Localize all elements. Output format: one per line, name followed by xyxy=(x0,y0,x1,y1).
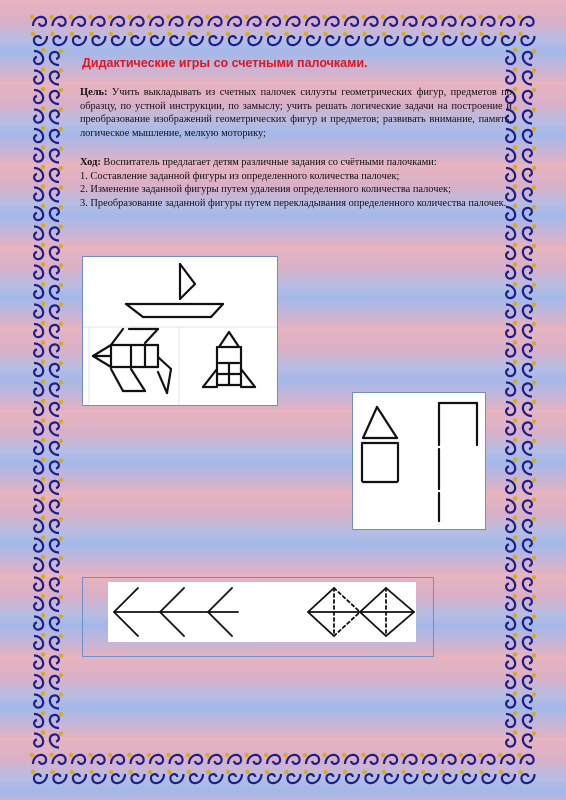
ornament-swirl xyxy=(50,614,63,630)
ornament-swirl xyxy=(34,594,45,610)
ornament-swirl xyxy=(518,32,534,45)
ornament-swirl xyxy=(506,418,517,434)
ornament-swirl xyxy=(506,399,517,415)
ornament-swirl xyxy=(523,302,536,318)
ornament-swirl xyxy=(50,673,63,689)
ornament-swirl xyxy=(523,517,536,533)
ornament-swirl xyxy=(205,15,221,26)
ornament-swirl xyxy=(50,127,63,143)
ornament-swirl xyxy=(506,613,517,629)
ornament-swirl xyxy=(34,301,45,317)
ornament-swirl xyxy=(506,633,517,649)
ornament-swirl xyxy=(506,438,517,454)
ornament-swirl xyxy=(323,770,339,783)
ornament-swirl xyxy=(304,770,320,783)
ornament-swirl xyxy=(34,106,45,122)
process-label: Ход: xyxy=(80,157,101,168)
ornament-swirl xyxy=(50,575,63,591)
ornament-swirl xyxy=(421,770,437,783)
ornament-swirl xyxy=(361,753,377,764)
ornament-swirl xyxy=(109,770,125,783)
ornament-swirl xyxy=(517,15,533,26)
ornament-swirl xyxy=(50,302,63,318)
ornament-swirl xyxy=(31,32,47,45)
ornament-swirl xyxy=(506,730,517,746)
ornament-swirl xyxy=(523,127,536,143)
ornament-swirl xyxy=(70,770,86,783)
ornament-swirl xyxy=(523,595,536,611)
ornament-swirl xyxy=(523,185,536,201)
ornament-swirl xyxy=(166,753,182,764)
ornament-swirl xyxy=(523,107,536,123)
ornament-swirl xyxy=(34,730,45,746)
ornament-swirl xyxy=(506,672,517,688)
ornament-swirl xyxy=(50,653,63,669)
ornament-swirl xyxy=(50,88,63,104)
ornament-swirl xyxy=(523,341,536,357)
ornament-swirl xyxy=(147,15,163,26)
ornament-swirl xyxy=(34,262,45,278)
ornament-swirl xyxy=(50,107,63,123)
ornament-swirl xyxy=(50,185,63,201)
ornament-swirl xyxy=(50,341,63,357)
ornament-swirl xyxy=(506,321,517,337)
ornament-swirl xyxy=(69,15,85,26)
ornament-swirl xyxy=(518,770,534,783)
ornament-swirl xyxy=(50,458,63,474)
ornament-swirl xyxy=(284,32,300,45)
ornament-swirl xyxy=(34,574,45,590)
ornament-swirl xyxy=(34,711,45,727)
ornament-swirl xyxy=(523,49,536,65)
ornament-swirl xyxy=(34,399,45,415)
ornament-swirl xyxy=(50,536,63,552)
ornament-swirl xyxy=(343,32,359,45)
ornament-swirl xyxy=(50,595,63,611)
process-item: 2. Изменение заданной фигуры путем удаления определенного количества палочек; xyxy=(80,184,451,195)
ornament-swirl xyxy=(264,753,280,764)
ornament-swirl xyxy=(478,15,494,26)
ornament-swirl xyxy=(34,87,45,103)
ornament-swirl xyxy=(439,15,455,26)
ornament-swirl xyxy=(506,379,517,395)
ornament-swirl xyxy=(50,439,63,455)
ornament-swirl xyxy=(34,535,45,551)
ornament-swirl xyxy=(523,380,536,396)
ornament-swirl xyxy=(479,32,495,45)
ornament-swirl xyxy=(506,652,517,668)
process-paragraph xyxy=(80,156,512,210)
ornament-swirl xyxy=(499,770,515,783)
ornament-swirl xyxy=(303,753,319,764)
ornament-swirl xyxy=(506,48,517,64)
ornament-swirl xyxy=(50,244,63,260)
ornament-swirl xyxy=(50,361,63,377)
ornament-swirl xyxy=(523,419,536,435)
ornament-swirl xyxy=(50,166,63,182)
page-title: Дидактические игры со счетными палочками. xyxy=(82,56,368,70)
ornament-swirl xyxy=(148,32,164,45)
ornament-swirl xyxy=(460,32,476,45)
ornament-swirl xyxy=(34,477,45,493)
ornament-swirl xyxy=(381,15,397,26)
ornament-swirl xyxy=(478,753,494,764)
ornament-swirl xyxy=(34,613,45,629)
ornament-swirl xyxy=(127,753,143,764)
ornament-swirl xyxy=(148,770,164,783)
ornament-swirl xyxy=(34,360,45,376)
ornament-swirl xyxy=(506,223,517,239)
ornament-swirl xyxy=(206,32,222,45)
goal-paragraph xyxy=(80,86,512,140)
ornament-swirl xyxy=(34,321,45,337)
ornament-swirl xyxy=(439,753,455,764)
ornament-swirl xyxy=(523,439,536,455)
ornament-swirl xyxy=(506,711,517,727)
ornament-swirl xyxy=(362,32,378,45)
ornament-swirl xyxy=(506,535,517,551)
ornament-swirl xyxy=(50,283,63,299)
ornament-swirl xyxy=(523,224,536,240)
ornament-swirl xyxy=(206,770,222,783)
ornament-swirl xyxy=(523,263,536,279)
ornament-swirl xyxy=(50,692,63,708)
ornament-swirl xyxy=(245,770,261,783)
ornament-swirl xyxy=(34,438,45,454)
ornament-swirl xyxy=(30,753,46,764)
ornament-swirl xyxy=(523,692,536,708)
ornament-swirl xyxy=(459,15,475,26)
ornament-swirl xyxy=(34,126,45,142)
ornament-swirl xyxy=(50,770,66,783)
ornament-swirl xyxy=(128,32,144,45)
ornament-swirl xyxy=(506,691,517,707)
ornament-swirl xyxy=(34,691,45,707)
ornament-swirl xyxy=(460,770,476,783)
ornament-swirl xyxy=(34,184,45,200)
ornament-swirl xyxy=(523,205,536,221)
ornament-swirl xyxy=(34,496,45,512)
ornament-swirl xyxy=(244,753,260,764)
ornament-swirl xyxy=(265,32,281,45)
ornament-swirl xyxy=(50,556,63,572)
ornament-swirl xyxy=(34,145,45,161)
ornament-swirl xyxy=(70,32,86,45)
ornament-swirl xyxy=(523,322,536,338)
ornament-swirl xyxy=(523,712,536,728)
ornament-swirl xyxy=(34,165,45,181)
ornament-swirl xyxy=(523,400,536,416)
ornament-swirl xyxy=(440,770,456,783)
ornament-swirl xyxy=(30,15,46,26)
ornament-swirl xyxy=(50,419,63,435)
ornament-swirl xyxy=(50,49,63,65)
ornament-swirl xyxy=(34,48,45,64)
ornament-swirl xyxy=(34,555,45,571)
ornament-swirl xyxy=(459,753,475,764)
ornament-swirl xyxy=(244,15,260,26)
goal-label: Цель: xyxy=(80,87,108,98)
ornament-swirl xyxy=(523,575,536,591)
ornament-swirl xyxy=(523,244,536,260)
ornament-swirl xyxy=(304,32,320,45)
ornament-swirl xyxy=(523,361,536,377)
ornament-swirl xyxy=(283,15,299,26)
ornament-swirl xyxy=(34,516,45,532)
process-item: 3. Преобразование заданной фигуры путем перекладывания определенного количества палочек. xyxy=(80,197,507,209)
ornament-swirl xyxy=(226,32,242,45)
ornament-swirl xyxy=(506,340,517,356)
ornament-swirl xyxy=(343,770,359,783)
ornament-swirl xyxy=(401,770,417,783)
ornament-swirl xyxy=(323,32,339,45)
ornament-swirl xyxy=(265,770,281,783)
ornament-swirl xyxy=(420,753,436,764)
ornament-swirl xyxy=(50,478,63,494)
ornament-swirl xyxy=(49,753,65,764)
ornament-swirl xyxy=(186,15,202,26)
ornament-swirl xyxy=(34,457,45,473)
ornament-swirl xyxy=(523,653,536,669)
ornament-swirl xyxy=(506,282,517,298)
ornament-swirl xyxy=(128,770,144,783)
ornament-swirl xyxy=(523,283,536,299)
ornament-swirl xyxy=(506,67,517,83)
ornament-swirl xyxy=(88,15,104,26)
ornament-swirl xyxy=(89,770,105,783)
ornament-swirl xyxy=(127,15,143,26)
ornament-swirl xyxy=(264,15,280,26)
stick-figures-image-arrows-diamonds xyxy=(108,582,416,642)
ornament-swirl xyxy=(400,753,416,764)
ornament-swirl xyxy=(361,15,377,26)
ornament-swirl xyxy=(303,15,319,26)
ornament-swirl xyxy=(50,32,66,45)
ornament-swirl xyxy=(31,770,47,783)
ornament-swirl xyxy=(498,753,514,764)
stick-figures-image-house xyxy=(352,392,486,530)
ornament-swirl xyxy=(167,32,183,45)
ornament-swirl xyxy=(50,224,63,240)
ornament-swirl xyxy=(34,340,45,356)
ornament-swirl xyxy=(50,263,63,279)
ornament-swirl xyxy=(88,753,104,764)
ornament-swirl xyxy=(523,731,536,747)
ornament-swirl xyxy=(50,712,63,728)
ornament-swirl xyxy=(506,555,517,571)
ornament-swirl xyxy=(506,574,517,590)
ornament-swirl xyxy=(381,753,397,764)
stick-figures-image-boat-fish-rocket xyxy=(82,256,278,406)
ornament-swirl xyxy=(523,673,536,689)
ornament-swirl xyxy=(523,536,536,552)
ornament-swirl xyxy=(506,516,517,532)
ornament-swirl xyxy=(34,652,45,668)
ornament-swirl xyxy=(50,68,63,84)
ornament-swirl xyxy=(523,146,536,162)
ornament-swirl xyxy=(479,770,495,783)
ornament-swirl xyxy=(506,243,517,259)
ornament-swirl xyxy=(506,262,517,278)
ornament-swirl xyxy=(109,32,125,45)
ornament-swirl xyxy=(34,67,45,83)
ornament-swirl xyxy=(498,15,514,26)
ornament-swirl xyxy=(69,753,85,764)
ornament-swirl xyxy=(342,15,358,26)
ornament-swirl xyxy=(506,477,517,493)
ornament-swirl xyxy=(50,400,63,416)
ornament-swirl xyxy=(523,478,536,494)
ornament-swirl xyxy=(187,770,203,783)
ornament-swirl xyxy=(50,380,63,396)
ornament-swirl xyxy=(167,770,183,783)
ornament-swirl xyxy=(506,360,517,376)
ornament-swirl xyxy=(34,204,45,220)
ornament-swirl xyxy=(421,32,437,45)
ornament-swirl xyxy=(34,282,45,298)
ornament-swirl xyxy=(34,223,45,239)
ornament-swirl xyxy=(49,15,65,26)
ornament-swirl xyxy=(186,753,202,764)
ornament-swirl xyxy=(34,379,45,395)
process-intro: Воспитатель предлагает детям различные задания со счётными палочками: xyxy=(100,157,437,168)
ornament-swirl xyxy=(506,594,517,610)
ornament-swirl xyxy=(523,166,536,182)
ornament-swirl xyxy=(225,753,241,764)
ornament-swirl xyxy=(523,88,536,104)
goal-text: Учить выкладывать из счетных палочек силуэты геометрических фигур, предметов по образцу, по устной инструкции, по замыслу; учить решать логические задачи на построение и преобразование изображений геометрических фигур и предметов; развивать внимание, память, логическое мышление, мелкую моторику; xyxy=(80,87,512,139)
ornament-swirl xyxy=(382,32,398,45)
ornament-swirl xyxy=(523,68,536,84)
ornament-swirl xyxy=(34,418,45,434)
ornament-swirl xyxy=(245,32,261,45)
ornament-swirl xyxy=(283,753,299,764)
ornament-swirl xyxy=(147,753,163,764)
ornament-swirl xyxy=(50,146,63,162)
ornament-swirl xyxy=(108,15,124,26)
ornament-swirl xyxy=(322,753,338,764)
ornament-swirl xyxy=(400,15,416,26)
ornament-swirl xyxy=(506,301,517,317)
ornament-swirl xyxy=(440,32,456,45)
ornament-swirl xyxy=(50,322,63,338)
ornament-swirl xyxy=(50,731,63,747)
ornament-swirl xyxy=(517,753,533,764)
ornament-swirl xyxy=(523,634,536,650)
ornament-swirl xyxy=(166,15,182,26)
ornament-swirl xyxy=(187,32,203,45)
ornament-swirl xyxy=(50,205,63,221)
ornament-swirl xyxy=(284,770,300,783)
ornament-swirl xyxy=(523,614,536,630)
ornament-swirl xyxy=(322,15,338,26)
ornament-swirl xyxy=(506,457,517,473)
ornament-swirl xyxy=(506,496,517,512)
ornament-swirl xyxy=(523,497,536,513)
ornament-swirl xyxy=(50,634,63,650)
ornament-swirl xyxy=(108,753,124,764)
ornament-swirl xyxy=(50,517,63,533)
ornament-swirl xyxy=(499,32,515,45)
ornament-swirl xyxy=(420,15,436,26)
ornament-swirl xyxy=(50,497,63,513)
ornament-swirl xyxy=(401,32,417,45)
ornament-swirl xyxy=(523,556,536,572)
ornament-swirl xyxy=(34,633,45,649)
ornament-swirl xyxy=(523,458,536,474)
ornament-swirl xyxy=(205,753,221,764)
ornament-swirl xyxy=(34,243,45,259)
ornament-swirl xyxy=(34,672,45,688)
ornament-swirl xyxy=(225,15,241,26)
ornament-swirl xyxy=(342,753,358,764)
ornament-swirl xyxy=(226,770,242,783)
ornament-swirl xyxy=(89,32,105,45)
ornament-swirl xyxy=(382,770,398,783)
process-item: 1. Составление заданной фигуры из определенного количества палочек; xyxy=(80,170,400,182)
ornament-swirl xyxy=(362,770,378,783)
